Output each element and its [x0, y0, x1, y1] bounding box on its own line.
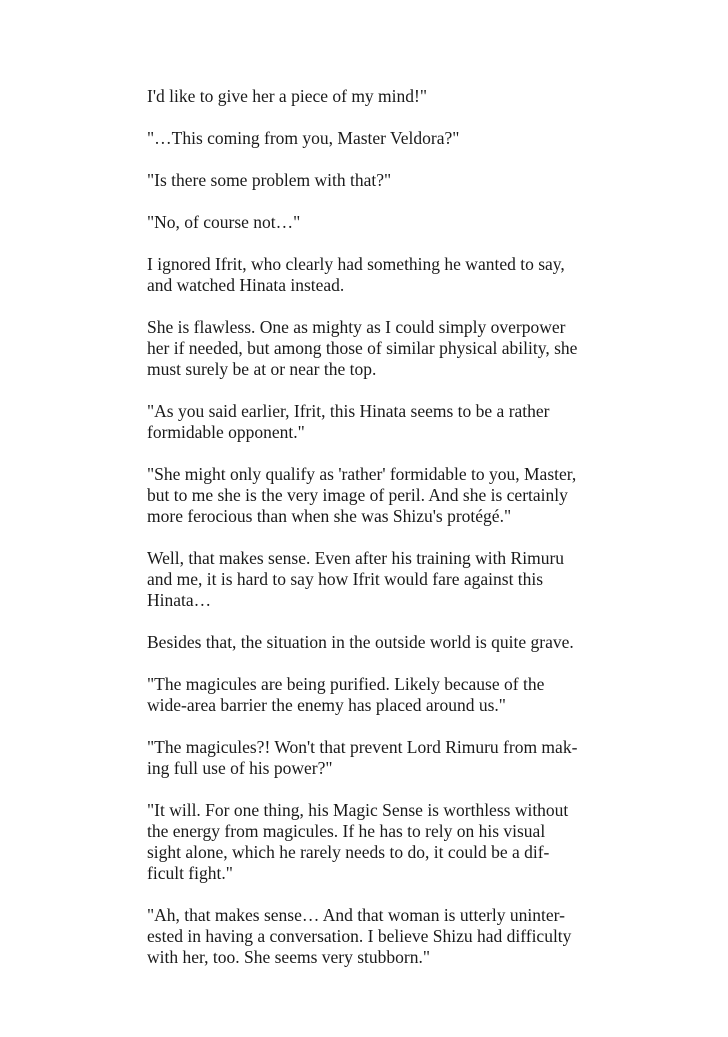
page-body [147, 86, 587, 989]
text-line: must surely be at or near the top. [147, 359, 377, 379]
text-line: "She might only qualify as 'rather' formidable to you, Master, [147, 464, 577, 484]
paragraph [147, 800, 587, 884]
paragraph [147, 737, 587, 779]
text-line: ested in having a conversation. I believe Shizu had difficulty [147, 926, 572, 946]
text-line: and watched Hinata instead. [147, 275, 345, 295]
paragraph [147, 548, 587, 611]
paragraph [147, 464, 587, 527]
paragraph [147, 212, 587, 233]
paragraph [147, 317, 587, 380]
text-line: formidable opponent." [147, 422, 305, 442]
text-line: her if needed, but among those of similar physical ability, she [147, 338, 578, 358]
paragraph [147, 905, 587, 968]
paragraph [147, 86, 587, 107]
text-line: ing full use of his power?" [147, 758, 333, 778]
paragraph [147, 128, 587, 149]
text-line: with her, too. She seems very stubborn." [147, 947, 430, 967]
text-line: I'd like to give her a piece of my mind!" [147, 86, 427, 106]
paragraph [147, 674, 587, 716]
text-line: I ignored Ifrit, who clearly had something he wanted to say, [147, 254, 565, 274]
text-line: wide-area barrier the enemy has placed around us." [147, 695, 506, 715]
paragraph [147, 170, 587, 191]
text-line: "It will. For one thing, his Magic Sense is worthless without [147, 800, 569, 820]
text-line: sight alone, which he rarely needs to do, it could be a dif- [147, 842, 550, 862]
paragraph [147, 254, 587, 296]
text-line: and me, it is hard to say how Ifrit would fare against this [147, 569, 544, 589]
text-line: more ferocious than when she was Shizu's protégé." [147, 506, 512, 526]
text-line: "As you said earlier, Ifrit, this Hinata seems to be a rather [147, 401, 550, 421]
text-line: ficult fight." [147, 863, 233, 883]
text-line: the energy from magicules. If he has to rely on his visual [147, 821, 546, 841]
text-line: Hinata… [147, 590, 212, 610]
text-line: "Ah, that makes sense… And that woman is utterly uninter- [147, 905, 565, 925]
text-line: Well, that makes sense. Even after his training with Rimuru [147, 548, 565, 568]
text-line: "No, of course not…" [147, 212, 301, 232]
text-line: "The magicules?! Won't that prevent Lord Rimuru from mak- [147, 737, 578, 757]
text-line: but to me she is the very image of peril. And she is certainly [147, 485, 568, 505]
paragraph [147, 632, 587, 653]
text-line: "Is there some problem with that?" [147, 170, 392, 190]
text-line: She is flawless. One as mighty as I could simply overpower [147, 317, 566, 337]
text-line: Besides that, the situation in the outside world is quite grave. [147, 632, 574, 652]
text-line: "…This coming from you, Master Veldora?" [147, 128, 460, 148]
text-line: "The magicules are being purified. Likely because of the [147, 674, 545, 694]
paragraph [147, 401, 587, 443]
